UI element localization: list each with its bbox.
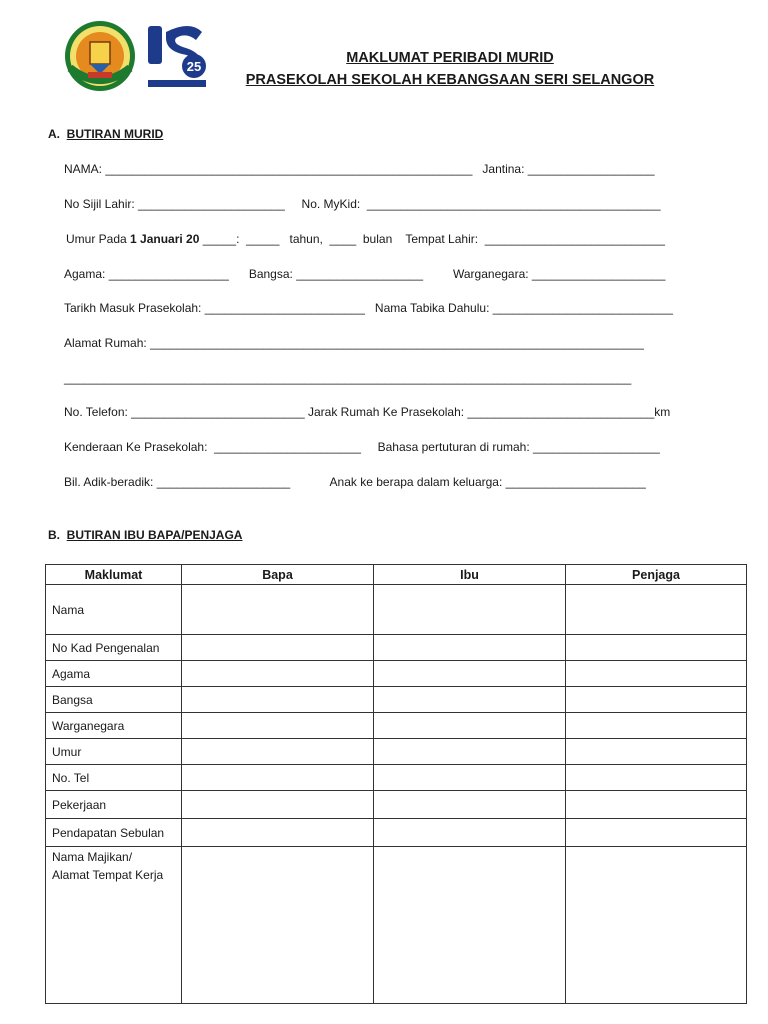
field-line-nama: NAMA: _______________________________________________________ Jantina: ___________________ [64, 162, 655, 176]
section-a-heading [48, 127, 163, 141]
cell-penjaga[interactable] [566, 819, 747, 847]
cell-penjaga[interactable] [566, 635, 747, 661]
row-label-nama: Nama [46, 585, 182, 635]
table-row [46, 585, 747, 635]
row-label-no-tel: No. Tel [46, 765, 182, 791]
cell-penjaga[interactable] [566, 585, 747, 635]
cell-bapa[interactable] [182, 635, 374, 661]
section-b-heading [48, 528, 242, 542]
row-label-warganegara: Warganegara [46, 713, 182, 739]
table-row [46, 739, 747, 765]
cell-penjaga[interactable] [566, 765, 747, 791]
cell-ibu[interactable] [374, 635, 566, 661]
col-header-ibu: Ibu [374, 565, 566, 585]
page-title-line1: MAKLUMAT PERIBADI MURID [346, 50, 554, 66]
parent-info-table [45, 564, 747, 1004]
page-title-line2: PRASEKOLAH SEKOLAH KEBANGSAAN SERI SELANGOR [245, 72, 655, 88]
col-header-maklumat: Maklumat [46, 565, 182, 585]
row-label-umur: Umur [46, 739, 182, 765]
cell-ibu[interactable] [374, 765, 566, 791]
cell-bapa[interactable] [182, 765, 374, 791]
field-line-adik-beradik: Bil. Adik-beradik: ____________________ Anak ke berapa dalam keluarga: _____________________ [64, 475, 646, 489]
table-row [46, 765, 747, 791]
cell-bapa[interactable] [182, 739, 374, 765]
table-header-row [46, 565, 747, 585]
cell-bapa[interactable] [182, 661, 374, 687]
section-b-letter: B. [48, 528, 60, 542]
table-row [46, 819, 747, 847]
cell-bapa[interactable] [182, 713, 374, 739]
cell-ibu[interactable] [374, 819, 566, 847]
anniversary-25-logo [146, 22, 208, 90]
row-label-agama: Agama [46, 661, 182, 687]
cell-bapa[interactable] [182, 819, 374, 847]
row-label-pendapatan: Pendapatan Sebulan [46, 819, 182, 847]
umur-date: 1 Januari 20 [130, 232, 200, 246]
school-crest-logo [64, 20, 136, 92]
cell-ibu[interactable] [374, 585, 566, 635]
table-row [46, 847, 747, 1004]
cell-bapa[interactable] [182, 687, 374, 713]
cell-bapa[interactable] [182, 791, 374, 819]
field-line-kenderaan: Kenderaan Ke Prasekolah: ______________________ Bahasa pertuturan di rumah: ___________________ [64, 440, 660, 454]
cell-ibu[interactable] [374, 791, 566, 819]
field-line-alamat-cont: _____________________________________________________________________________________ [64, 371, 632, 385]
cell-ibu[interactable] [374, 739, 566, 765]
cell-penjaga[interactable] [566, 661, 747, 687]
umur-label: Umur Pada [66, 232, 131, 246]
cell-bapa[interactable] [182, 847, 374, 1004]
field-line-tarikh-masuk: Tarikh Masuk Prasekolah: ________________________ Nama Tabika Dahulu: ___________________________ [64, 301, 673, 315]
table-row [46, 635, 747, 661]
cell-penjaga[interactable] [566, 847, 747, 1004]
section-a-title: BUTIRAN MURID [66, 127, 164, 141]
cell-penjaga[interactable] [566, 791, 747, 819]
cell-ibu[interactable] [374, 661, 566, 687]
table-row [46, 661, 747, 687]
section-b-title: BUTIRAN IBU BAPA/PENJAGA [66, 528, 243, 542]
table-row [46, 687, 747, 713]
field-line-umur [66, 232, 665, 246]
field-line-telefon: No. Telefon: __________________________ Jarak Rumah Ke Prasekolah: ____________________________km [64, 405, 671, 419]
col-header-bapa: Bapa [182, 565, 374, 585]
logo2-number: 25 [186, 59, 202, 74]
row-label-bangsa: Bangsa [46, 687, 182, 713]
umur-rest: _____: _____ tahun, ____ bulan Tempat Lahir: ___________________________ [199, 232, 665, 246]
row-label-kad-pengenalan: No Kad Pengenalan [46, 635, 182, 661]
field-line-agama: Agama: __________________ Bangsa: ___________________ Warganegara: ____________________ [64, 267, 666, 281]
cell-penjaga[interactable] [566, 687, 747, 713]
row-label-majikan: Nama Majikan/ Alamat Tempat Kerja [46, 847, 182, 1004]
col-header-penjaga: Penjaga [566, 565, 747, 585]
cell-penjaga[interactable] [566, 713, 747, 739]
table-row [46, 713, 747, 739]
table-row [46, 791, 747, 819]
cell-bapa[interactable] [182, 585, 374, 635]
field-line-sijil: No Sijil Lahir: ______________________ No. MyKid: ____________________________________________ [64, 197, 661, 211]
cell-ibu[interactable] [374, 847, 566, 1004]
cell-penjaga[interactable] [566, 739, 747, 765]
section-a-letter: A. [48, 127, 60, 141]
cell-ibu[interactable] [374, 687, 566, 713]
cell-ibu[interactable] [374, 713, 566, 739]
field-line-alamat: Alamat Rumah: __________________________________________________________________________ [64, 336, 644, 350]
row-label-pekerjaan: Pekerjaan [46, 791, 182, 819]
